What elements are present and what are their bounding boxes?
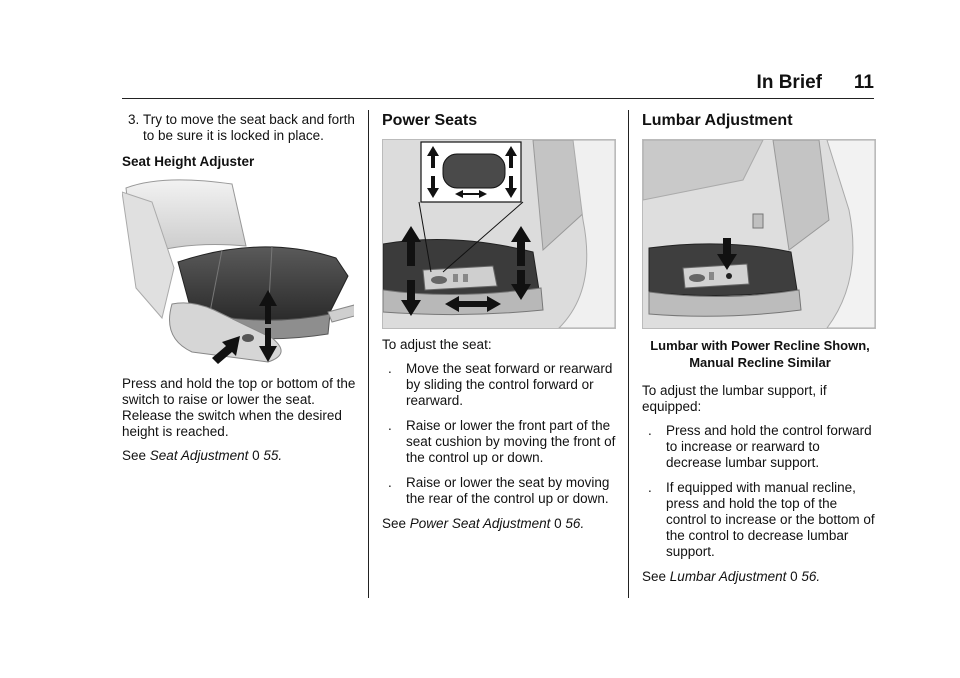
page-number: 11 [853,72,874,93]
see-reference [382,516,618,532]
lumbar-bullet: . If equipped with manual recline, press and hold the top of the control to increase or the bottom of the control to decrease lumbar support. [648,480,875,559]
page-header [122,70,874,100]
step-number: 3. [128,112,140,127]
power-seats-illustration [382,139,616,329]
column-3 [642,112,878,593]
power-seat-bullet: . Raise or lower the front part of the seat cushion by moving the front of the control up or down. [388,418,616,465]
step-3 [122,112,358,144]
header-rule [122,98,874,99]
see-page[interactable]: 55. [263,448,283,463]
column-divider-1 [368,110,369,598]
lumbar-title: Lumbar Adjustment [642,112,793,129]
press-instructions: Press and hold the top or bottom of the switch to raise or lower the seat. Release the switch when the desired height is reached. [122,376,356,439]
see-reference [642,569,878,585]
see-link[interactable]: Power Seat Adjustment [409,516,551,531]
step-text: Try to move the seat back and forth to be sure it is locked in place. [143,112,355,143]
lumbar-intro: To adjust the lumbar support, if equipped: [642,383,827,414]
power-seat-bullet: . Raise or lower the seat by moving the rear of the control up or down. [388,475,610,506]
header-title: In Brief [756,72,822,93]
column-divider-2 [628,110,629,598]
see-prefix: See [642,569,667,584]
see-prefix: See [122,448,147,463]
page-arrow-icon: 0 [554,516,562,531]
power-seats-intro: To adjust the seat: [382,337,492,352]
lumbar-caption: Lumbar with Power Recline Shown, Manual Recline Similar [650,338,870,370]
see-link[interactable]: Seat Adjustment [149,448,249,463]
column-1 [122,112,358,472]
see-reference [122,448,358,464]
lumbar-bullet: . Press and hold the control forward to increase or rearward to decrease lumbar support. [648,423,872,470]
page-arrow-icon: 0 [790,569,798,584]
page-arrow-icon: 0 [252,448,260,463]
see-link[interactable]: Lumbar Adjustment [669,569,787,584]
see-page[interactable]: 56. [801,569,821,584]
see-page[interactable]: 56. [565,516,585,531]
power-seat-bullet: . Move the seat forward or rearward by sliding the control forward or rearward. [388,361,613,408]
seat-height-heading: Seat Height Adjuster [122,154,255,169]
column-2 [382,112,618,540]
see-prefix: See [382,516,407,531]
seat-height-illustration [122,178,354,368]
lumbar-illustration [642,139,876,329]
power-seats-title: Power Seats [382,112,478,129]
